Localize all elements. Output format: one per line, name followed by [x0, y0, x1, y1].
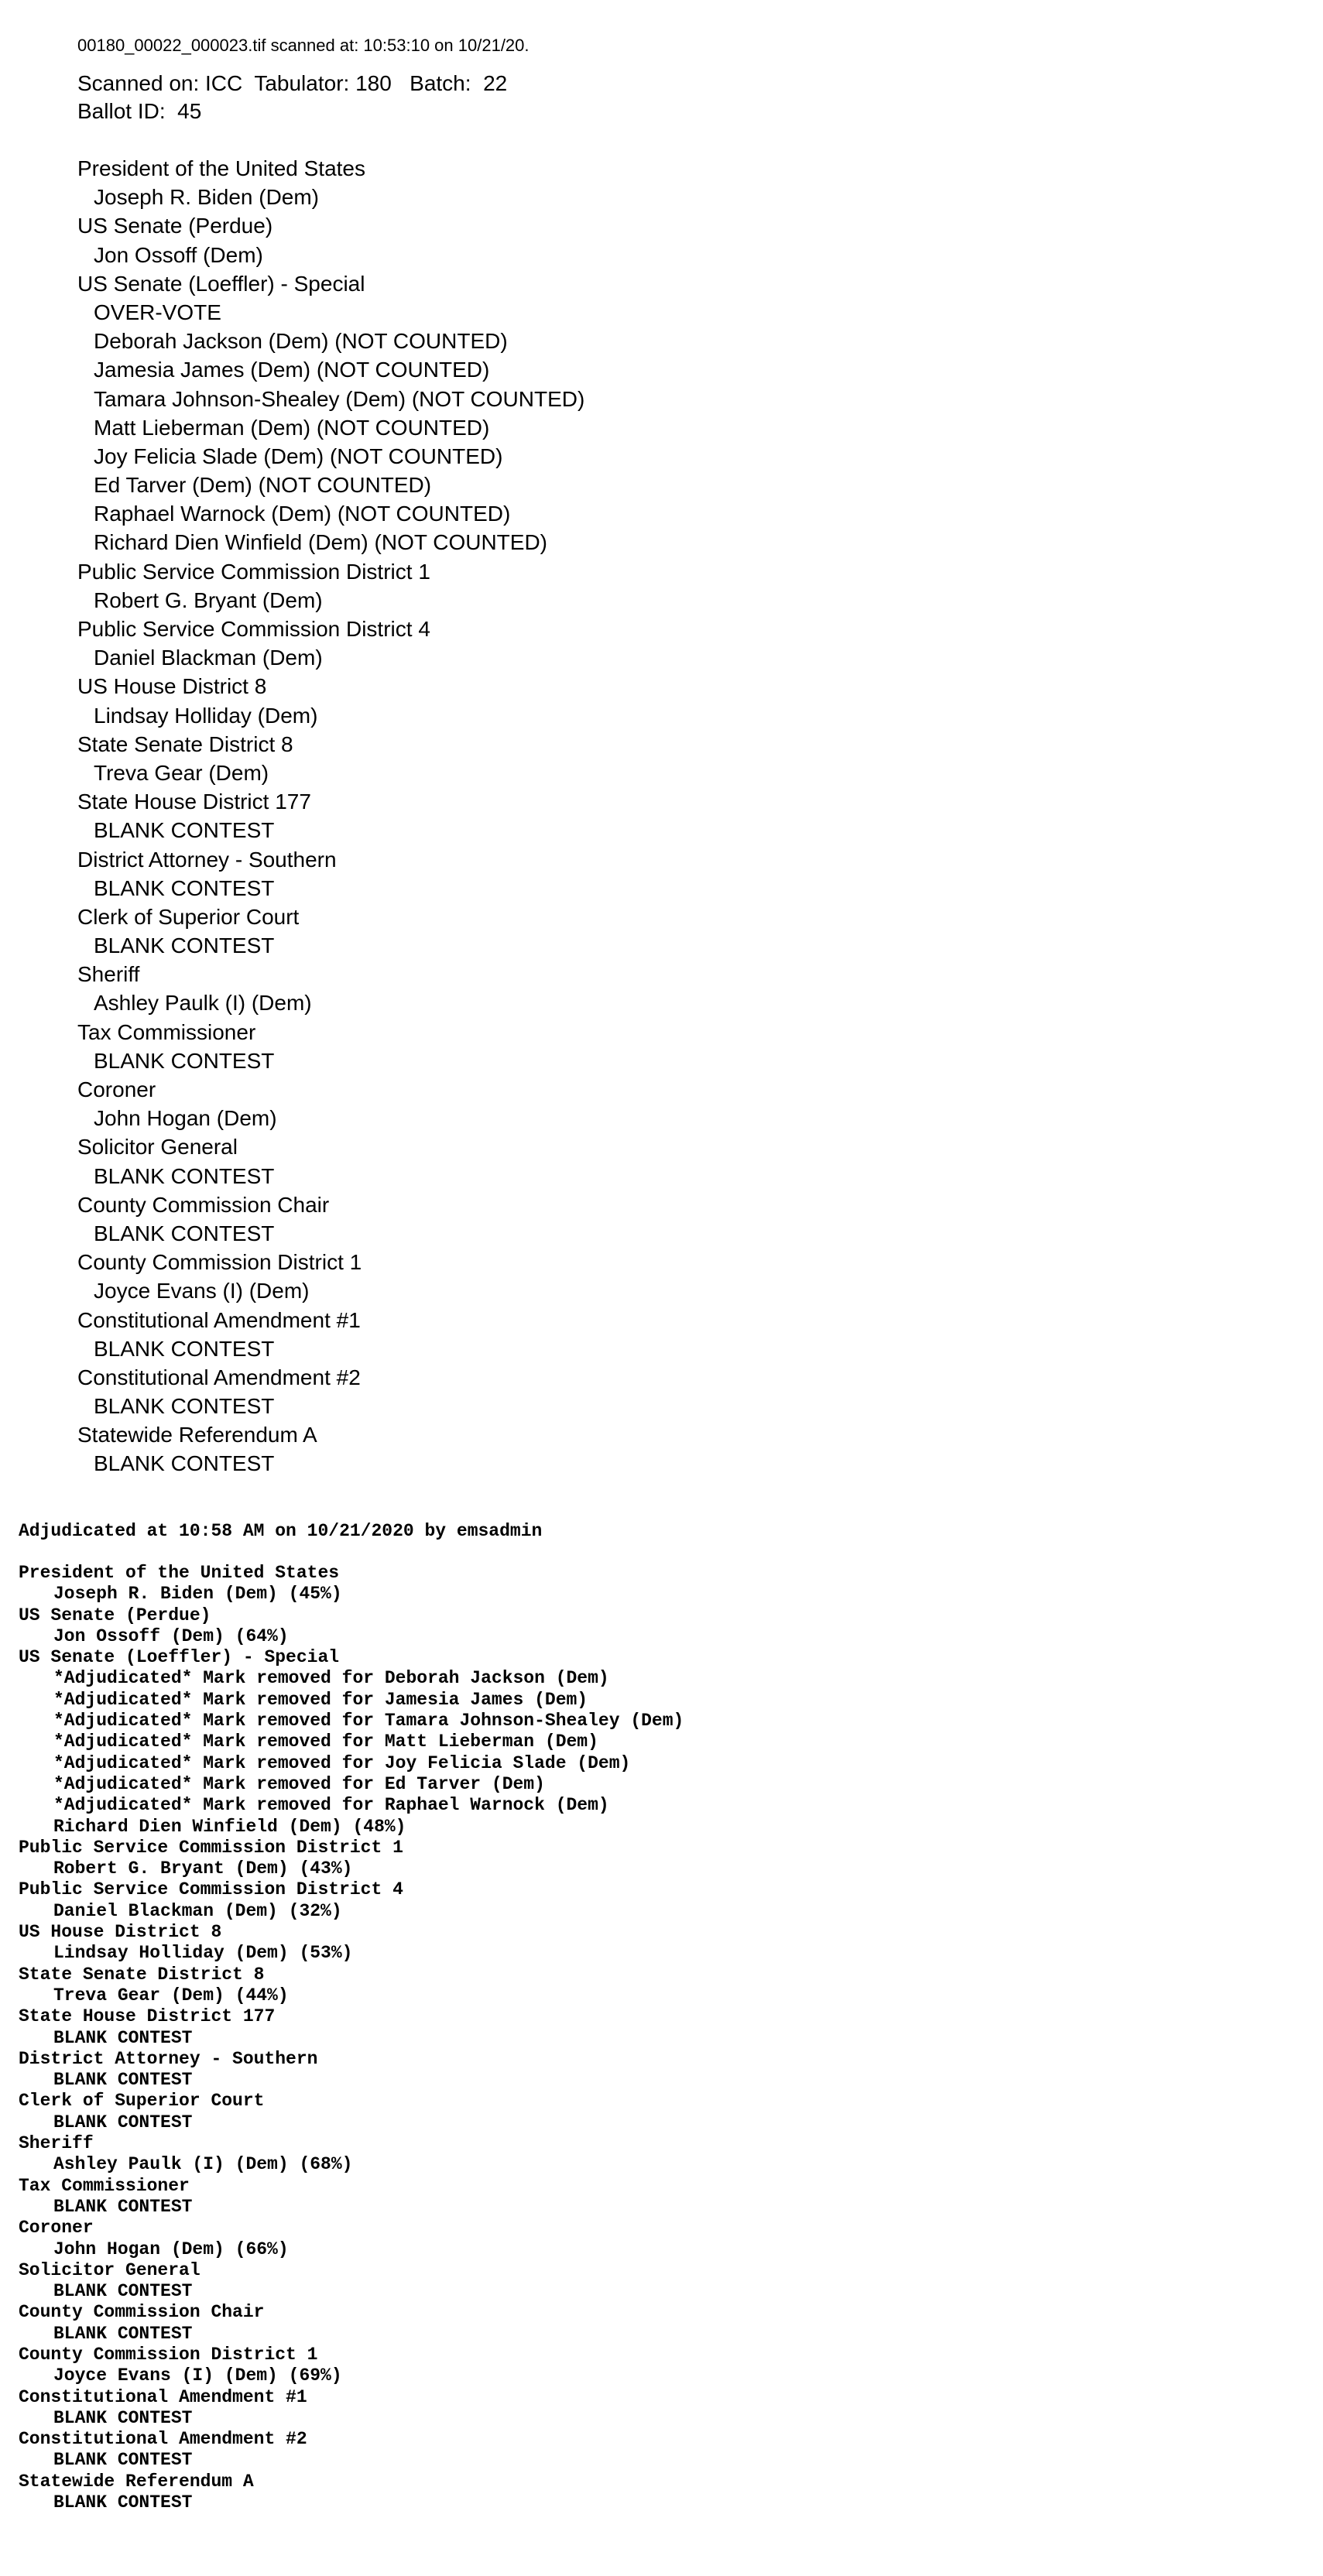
- ballot-id-label: Ballot ID:: [77, 99, 166, 123]
- contest-title: Tax Commissioner: [77, 1019, 256, 1044]
- contest-title: Coroner: [77, 1077, 156, 1101]
- contest-title: US Senate (Perdue): [77, 214, 273, 238]
- contest-title: County Commission District 1: [77, 1250, 362, 1275]
- contest-choice: Deborah Jackson (Dem) (NOT COUNTED): [94, 329, 508, 354]
- ballot-id-value: 45: [177, 99, 202, 123]
- contest-choice: Joy Felicia Slade (Dem) (NOT COUNTED): [94, 444, 503, 468]
- contest-choice: Joseph R. Biden (Dem) (45%): [53, 1584, 342, 1605]
- contest-choice: BLANK CONTEST: [53, 2407, 193, 2428]
- contest-choice: BLANK CONTEST: [94, 1221, 275, 1245]
- contest-choice: BLANK CONTEST: [94, 1394, 275, 1419]
- contest-choice: BLANK CONTEST: [53, 2070, 193, 2091]
- ballot-scan-section: [77, 34, 584, 1478]
- contest-choice: Ashley Paulk (I) (Dem) (68%): [53, 2154, 353, 2175]
- contest-choice: John Hogan (Dem): [94, 1106, 277, 1131]
- contest-choice: BLANK CONTEST: [53, 2450, 193, 2471]
- contest-title: Constitutional Amendment #2: [19, 2429, 307, 2450]
- contest-choice: Jon Ossoff (Dem) (64%): [53, 1625, 289, 1646]
- contest-choice: OVER-VOTE: [94, 300, 221, 324]
- contest-choice: Daniel Blackman (Dem) (32%): [53, 1900, 342, 1921]
- contest-title: State House District 177: [19, 2006, 276, 2027]
- contest-title: County Commission Chair: [77, 1192, 330, 1217]
- contest-choice: BLANK CONTEST: [53, 2196, 193, 2217]
- ballot-id-line: [77, 98, 584, 125]
- contest-choice: John Hogan (Dem) (66%): [53, 2239, 289, 2259]
- contest-choice: BLANK CONTEST: [94, 818, 275, 843]
- contest-title: Solicitor General: [19, 2259, 201, 2280]
- contest-title: Coroner: [19, 2218, 94, 2239]
- contest-choice: BLANK CONTEST: [94, 1048, 275, 1073]
- contest-choice: Joyce Evans (I) (Dem) (69%): [53, 2365, 342, 2386]
- contest-title: Sheriff: [19, 2133, 94, 2154]
- scan-header: 00180_00022_000023.tif scanned at: 10:53:10 on 10/21/20.: [77, 36, 530, 55]
- tabulator-value: 180: [355, 71, 392, 95]
- contest-choice: Daniel Blackman (Dem): [94, 646, 323, 670]
- contest-title: Public Service Commission District 1: [77, 559, 430, 584]
- contest-choice: BLANK CONTEST: [53, 2112, 193, 2132]
- contest-title: County Commission Chair: [19, 2302, 265, 2323]
- contest-title: Public Service Commission District 1: [19, 1837, 403, 1858]
- contest-choice: Ed Tarver (Dem) (NOT COUNTED): [94, 473, 432, 498]
- contest-title: US Senate (Loeffler) - Special: [77, 271, 365, 296]
- contest-title: Clerk of Superior Court: [19, 2091, 265, 2112]
- contest-choice: Treva Gear (Dem): [94, 760, 269, 785]
- adjudication-section: [19, 1521, 684, 2513]
- contest-title: Sheriff: [77, 962, 140, 987]
- contest-title: Statewide Referendum A: [77, 1423, 317, 1447]
- contest-choice: *Adjudicated* Mark removed for Ed Tarver (Dem): [53, 1773, 545, 1794]
- contest-choice: BLANK CONTEST: [53, 2492, 193, 2513]
- contest-title: Statewide Referendum A: [19, 2471, 254, 2492]
- contest-choice: BLANK CONTEST: [94, 875, 275, 900]
- contest-title: Constitutional Amendment #2: [77, 1365, 361, 1389]
- contest-title: US House District 8: [19, 1922, 222, 1943]
- adjudication-header: Adjudicated at 10:58 AM on 10/21/2020 by emsadmin: [19, 1521, 543, 1541]
- contest-choice: Richard Dien Winfield (Dem) (NOT COUNTED): [94, 530, 548, 555]
- contest-choice: *Adjudicated* Mark removed for Deborah Jackson (Dem): [53, 1668, 609, 1689]
- contest-choice: BLANK CONTEST: [94, 1451, 275, 1476]
- contest-title: Clerk of Superior Court: [77, 904, 300, 929]
- contest-title: Public Service Commission District 4: [19, 1879, 403, 1900]
- contest-title: President of the United States: [77, 156, 365, 180]
- contest-choice: Joseph R. Biden (Dem): [94, 185, 320, 210]
- contest-choice: Joyce Evans (I) (Dem): [94, 1279, 310, 1303]
- contest-title: State Senate District 8: [19, 1964, 265, 1985]
- contest-title: Public Service Commission District 4: [77, 617, 430, 641]
- contest-choice: BLANK CONTEST: [94, 933, 275, 958]
- contest-choice: BLANK CONTEST: [94, 1163, 275, 1188]
- contest-choice: Robert G. Bryant (Dem): [94, 587, 323, 612]
- contest-choice: Matt Lieberman (Dem) (NOT COUNTED): [94, 415, 490, 440]
- contest-choice: Treva Gear (Dem) (44%): [53, 1985, 289, 2006]
- contest-title: District Attorney - Southern: [77, 847, 337, 872]
- contest-choice: Jon Ossoff (Dem): [94, 242, 263, 267]
- contest-choice: BLANK CONTEST: [94, 1336, 275, 1361]
- contest-title: State House District 177: [77, 790, 311, 814]
- scan-meta-line: [77, 70, 584, 98]
- contest-choice: Robert G. Bryant (Dem) (43%): [53, 1858, 353, 1879]
- contest-choice: Raphael Warnock (Dem) (NOT COUNTED): [94, 502, 511, 526]
- contest-title: County Commission District 1: [19, 2344, 318, 2365]
- contest-choice: Richard Dien Winfield (Dem) (48%): [53, 1816, 406, 1837]
- contest-choice: Lindsay Holliday (Dem): [94, 703, 318, 728]
- batch-label: Batch:: [410, 71, 471, 95]
- contest-title: Constitutional Amendment #1: [19, 2386, 307, 2407]
- contest-choice: BLANK CONTEST: [53, 2323, 193, 2344]
- contest-choice: *Adjudicated* Mark removed for Tamara Johnson-Shealey (Dem): [53, 1711, 684, 1732]
- tabulator-label: Tabulator:: [254, 71, 350, 95]
- contest-title: District Attorney - Southern: [19, 2048, 318, 2069]
- contest-title: US Senate (Loeffler) - Special: [19, 1647, 340, 1668]
- contest-choice: *Adjudicated* Mark removed for Raphael Warnock (Dem): [53, 1795, 609, 1816]
- contest-choice: BLANK CONTEST: [53, 2281, 193, 2302]
- batch-value: 22: [483, 71, 508, 95]
- adjudication-contest-list: [19, 1563, 684, 2513]
- contest-title: Solicitor General: [77, 1135, 238, 1160]
- contest-choice: *Adjudicated* Mark removed for Matt Lieberman (Dem): [53, 1732, 598, 1752]
- contest-choice: Lindsay Holliday (Dem) (53%): [53, 1943, 353, 1964]
- contest-title: US Senate (Perdue): [19, 1605, 211, 1625]
- contest-choice: Tamara Johnson-Shealey (Dem) (NOT COUNTED): [94, 386, 585, 411]
- contest-title: President of the United States: [19, 1563, 340, 1583]
- contest-title: Tax Commissioner: [19, 2175, 190, 2196]
- contest-title: State Senate District 8: [77, 731, 293, 756]
- contest-title: US House District 8: [77, 674, 267, 699]
- contest-choice: *Adjudicated* Mark removed for Jamesia James (Dem): [53, 1689, 588, 1710]
- scanned-on-label: Scanned on:: [77, 71, 200, 95]
- ballot-contest-list: [77, 154, 584, 1478]
- scanned-on-value: ICC: [205, 71, 243, 95]
- contest-choice: BLANK CONTEST: [53, 2027, 193, 2048]
- contest-choice: *Adjudicated* Mark removed for Joy Felicia Slade (Dem): [53, 1752, 631, 1773]
- contest-choice: Ashley Paulk (I) (Dem): [94, 991, 312, 1016]
- contest-choice: Jamesia James (Dem) (NOT COUNTED): [94, 358, 490, 382]
- contest-title: Constitutional Amendment #1: [77, 1307, 361, 1332]
